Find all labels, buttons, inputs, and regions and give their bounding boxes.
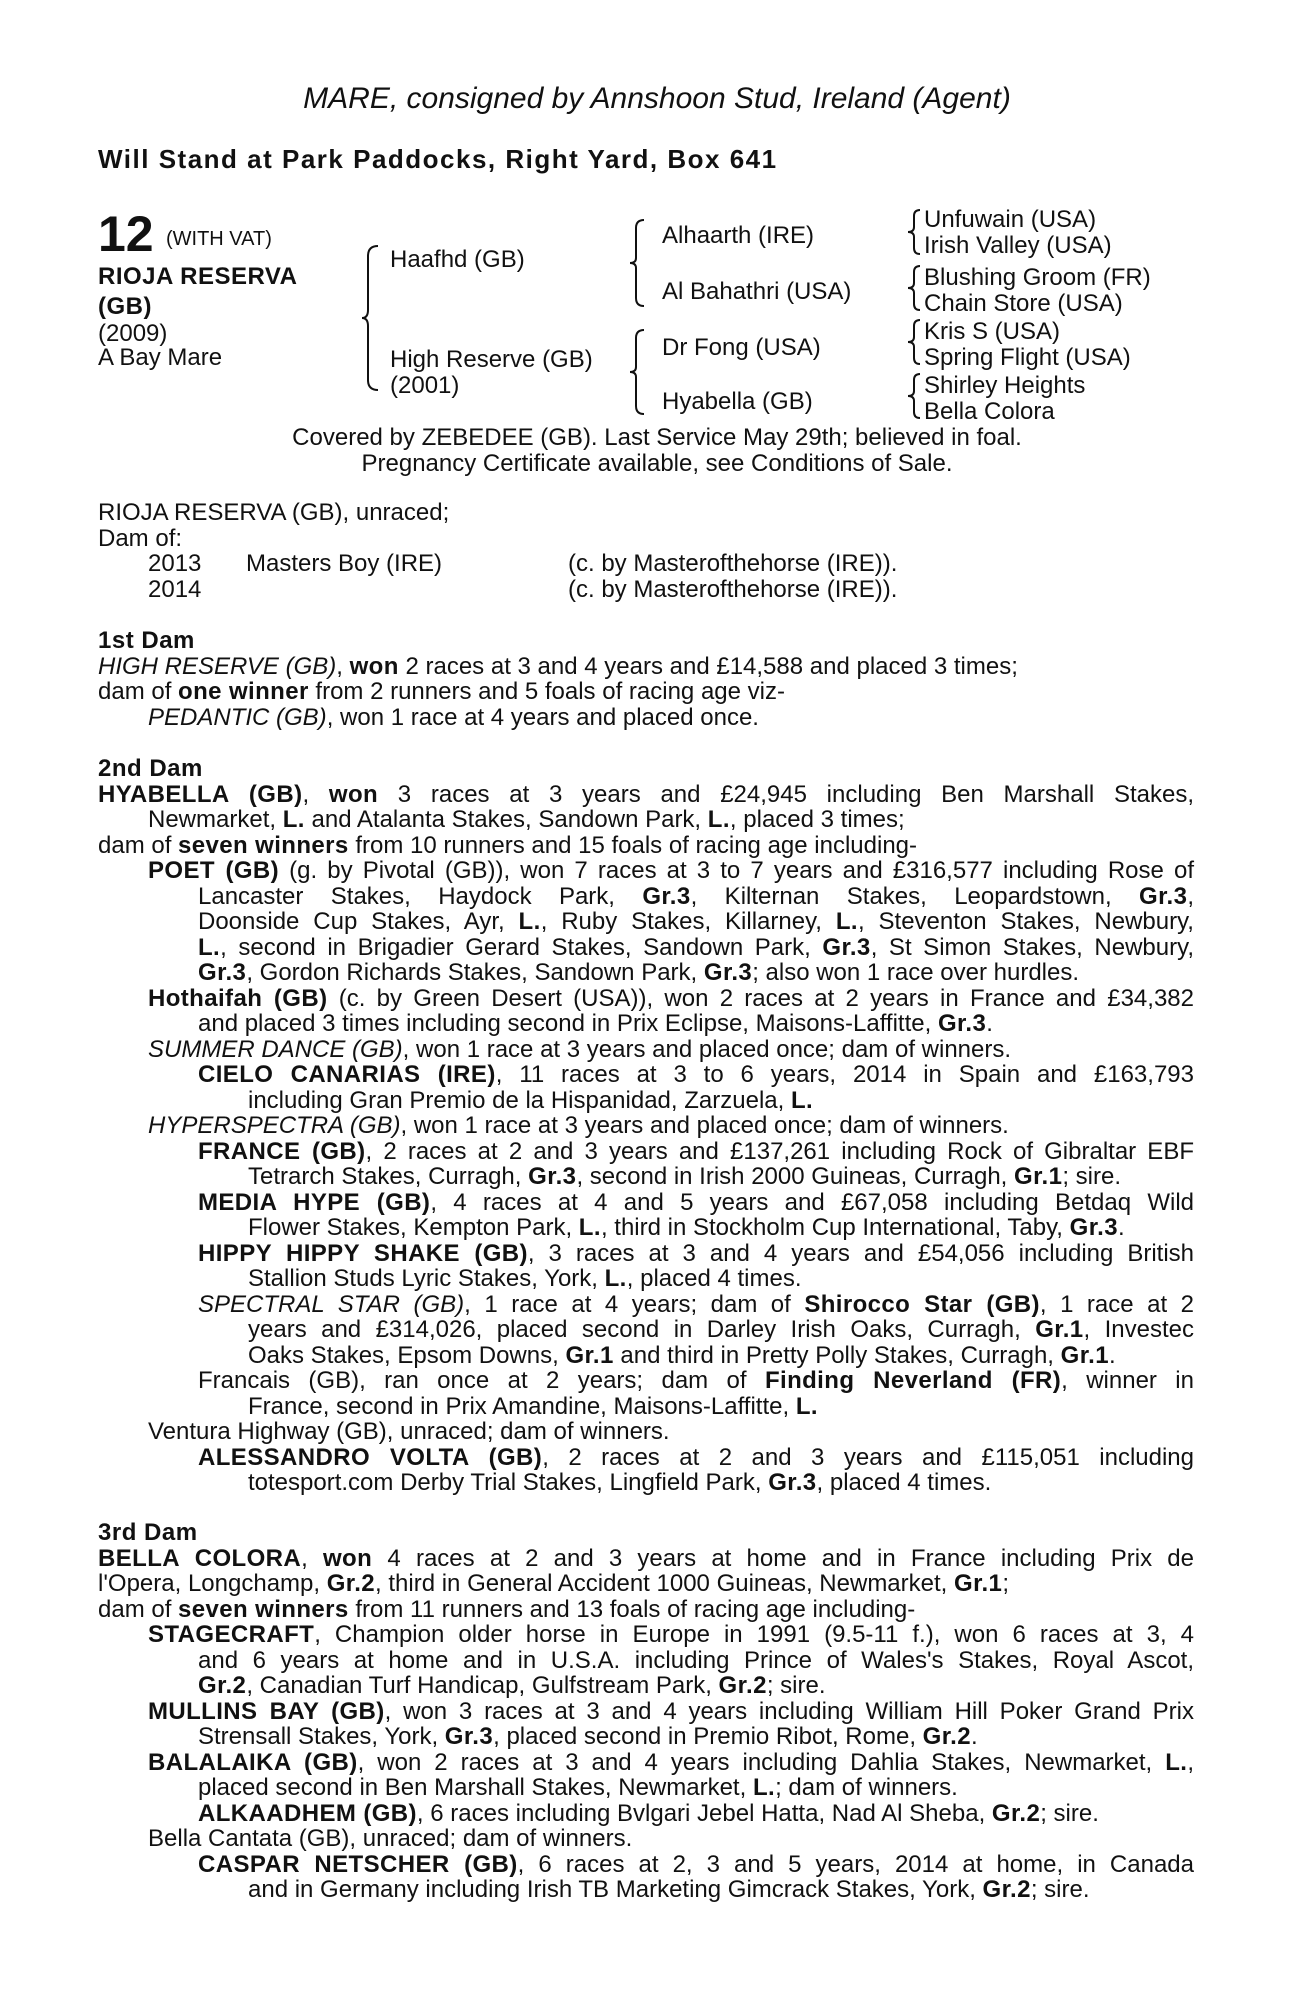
text-run: 4 races at 2 and 3 years at home and in France including Prix de [372,1544,1194,1572]
text-run: , 2 races at 2 and 3 years and £115,051 including [542,1443,1194,1471]
bold-text: Gr.1 [1035,1316,1084,1343]
text-run: , 6 races at 2, 3 and 5 years, 2014 at home, in Canada [517,1850,1194,1878]
text-run: from 11 runners and 13 foals of racing age including- [348,1595,916,1623]
text-line [98,1343,1194,1369]
text-run: , 11 races at 3 to 6 years, 2014 in Spain and £163,793 [495,1061,1194,1088]
produce-sire: (c. by Masterofthehorse (IRE)). [568,575,898,603]
second-dam-heading: 2nd Dam [98,755,203,782]
first-dam-line: PEDANTIC (GB), won 1 race at 4 years and placed once. [148,703,759,731]
text-line [98,1394,1194,1420]
text-run: years and £314,026, placed second in Darley Irish Oaks, Curragh, [248,1316,1036,1343]
text-run: ; sire. [1030,1876,1090,1903]
text-line [98,1826,1194,1852]
text-run: Tetrarch Stakes, Curragh, [248,1163,529,1190]
text-run: Doonside Cup Stakes, Ayr, [198,908,519,935]
pedigree-grandsire-2: Dr Fong (USA) [662,334,821,361]
pedigree-brace-dam [628,328,648,416]
dam-of-label: Dam of: [98,524,183,552]
text-line [98,909,1194,935]
text-run: , Ruby Stakes, Killarney, [540,908,836,935]
text-line [98,1088,1194,1114]
text-line [98,1622,1194,1648]
bold-text: HYABELLA (GB) [98,780,303,808]
bold-text: seven winners [178,831,349,859]
bold-text: Gr.1 [1014,1163,1063,1190]
bold-text: Finding Neverland (FR) [764,1367,1062,1394]
produce-intro: RIOJA RESERVA (GB), unraced; [98,499,450,526]
text-run: . [1108,1341,1116,1369]
text-run: ; [1002,1570,1009,1597]
vat-note: (WITH VAT) [166,228,272,250]
bold-text: POET (GB) [148,857,280,884]
text-run: . [986,1010,993,1037]
text-run: , [1187,1748,1194,1776]
pedigree-grandsire-1: Alhaarth (IRE) [662,222,815,249]
text-line [98,1062,1194,1088]
bold-text: CASPAR NETSCHER (GB) [198,1850,518,1878]
first-dam-line: dam of one winner from 2 runners and 5 foals of racing age viz- [98,678,785,705]
third-dam-lines [98,1546,1194,1903]
text-line [98,1801,1194,1827]
bold-text: BALALAIKA (GB) [148,1748,358,1776]
italic-text: SPECTRAL STAR (GB) [198,1290,465,1318]
text-run: ; sire. [1062,1163,1122,1190]
produce-year: 2013 [148,550,202,577]
text-run: and placed 3 times including second in Prix Eclipse, Maisons-Laffitte, [198,1010,938,1037]
first-dam-heading: 1st Dam [98,627,195,654]
text-line [98,1750,1194,1776]
horse-name [98,262,297,322]
text-run: 3 races at 3 years and £24,945 including Ben Marshall Stakes, [378,780,1194,808]
bold-text: won [328,780,379,808]
pedigree-gg-6: Spring Flight (USA) [924,344,1131,371]
bold-text: L. [790,1086,814,1114]
text-run: Stallion Studs Lyric Stakes, York, [248,1265,605,1292]
bold-text: Gr.3 [937,1010,987,1037]
text-run: , placed 3 times; [729,806,905,833]
pedigree-gg-2: Irish Valley (USA) [924,232,1112,259]
text-run: ; sire. [766,1672,826,1699]
second-dam-section [98,756,1194,1496]
text-run: Lancaster Stakes, Haydock Park, [198,882,643,910]
bold-text: BELLA COLORA [98,1544,302,1572]
text-line [98,782,1194,808]
bold-text: L. [835,908,858,935]
bold-text: L. [198,933,221,961]
text-run: Flower Stakes, Kempton Park, [248,1214,579,1241]
text-run: placed second in Ben Marshall Stakes, Newmarket, [198,1774,753,1801]
text-line [98,807,1194,833]
text-line [98,1241,1194,1267]
horse-name-line1: RIOJA RESERVA [98,263,298,290]
horse-name-line2: (GB) [98,293,152,320]
text-run: , Canadian Turf Handicap, Gulfstream Park, [246,1672,719,1699]
text-line [98,1139,1194,1165]
pedigree-gg-4: Chain Store (USA) [924,290,1123,317]
horse-description: A Bay Mare [98,344,223,371]
text-line [98,986,1194,1012]
italic-text: SUMMER DANCE (GB) [148,1035,403,1063]
bold-text: Gr.3 [198,959,247,986]
text-run: l'Opera, Longchamp, [98,1570,327,1597]
text-run: . [970,1723,978,1750]
bold-text: L. [1165,1748,1188,1776]
progeny-name: PEDANTIC (GB) [148,703,327,731]
pedigree-dam: High Reserve (GB) [390,346,593,373]
text-run: including Gran Premio de la Hispanidad, Zarzuela, [248,1086,791,1114]
text-run: , won 2 races at 3 and 4 years including Dahlia Stakes, Newmarket, [357,1748,1166,1776]
bold-text: Gr.3 [1069,1214,1118,1241]
bold-text: Gr.2 [982,1876,1031,1903]
pedigree-gg-5: Kris S (USA) [924,318,1061,345]
text-run: and third in Pretty Polly Stakes, Curragh, [613,1341,1061,1369]
bold-text: Gr.3 [703,959,753,986]
pedigree-brace-gg1 [906,208,924,256]
pedigree-brace-gg4 [906,372,924,420]
pedigree-sire: Haafhd (GB) [390,246,525,273]
text-line [98,1113,1194,1139]
bold-text: L. [578,1214,601,1241]
bold-text: Gr.3 [444,1723,494,1750]
text-run: , [302,780,329,808]
pedigree-granddam-1: Al Bahathri (USA) [662,278,852,305]
text-line [98,1317,1194,1343]
bold-text: Gr.3 [528,1163,577,1190]
first-dam-section [98,628,1194,730]
bold-text: Gr.3 [768,1469,817,1496]
bold-text: Gr.2 [198,1672,247,1699]
text-run: , [301,1544,323,1572]
text-line [98,833,1194,859]
pedigree-gg-1: Unfuwain (USA) [924,206,1097,233]
text-run: , second in Irish 2000 Guineas, Curragh, [576,1163,1015,1190]
text-run: , 1 race at 2 [1039,1290,1194,1318]
text-run: Francais (GB), ran once at 2 years; dam of [198,1367,765,1394]
text-run: , second in Brigadier Gerard Stakes, Sandown Park, [220,933,823,961]
text-run: , 2 races at 2 and 3 years and £137,261 including Rock of Gibraltar EBF [365,1137,1194,1165]
produce-sire: (c. by Masterofthehorse (IRE)). [568,550,898,577]
text-run: from 10 runners and 15 foals of racing age including- [348,831,918,859]
italic-text: HYPERSPECTRA (GB) [148,1112,401,1139]
text-run: and 6 years at home and in U.S.A. including Prince of Wales's Stakes, Royal Ascot, [198,1646,1194,1674]
bold-text: Gr.1 [954,1570,1003,1597]
bold-text: L. [707,806,730,833]
bold-text: ALKAADHEM (GB) [198,1799,417,1827]
text-line [98,858,1194,884]
bold-text: L. [752,1774,776,1801]
pedigree-gg-3: Blushing Groom (FR) [924,264,1151,291]
text-line [98,1673,1194,1699]
bold-text: MULLINS BAY (GB) [148,1697,385,1725]
text-line [98,1445,1194,1471]
text-line [98,884,1194,910]
pedigree-brace-sire [628,218,648,308]
second-dam-lines [98,782,1194,1496]
text-line [98,1419,1194,1445]
text-run: , won 1 race at 3 years and placed once; dam of winners. [402,1035,1012,1063]
text-line [98,1571,1194,1597]
text-run: , Gordon Richards Stakes, Sandown Park, [246,959,704,986]
text-run: dam of [98,1595,179,1623]
pedigree-brace-gg2 [906,264,924,312]
produce-name: Masters Boy (IRE) [246,550,443,577]
text-run: (c. by Green Desert (USA)), won 2 races at 2 years in France and £34,382 [327,984,1194,1012]
produce-row [98,577,1194,603]
text-line [98,1292,1194,1318]
text-line [98,1877,1194,1903]
bold-text: L. [518,908,541,935]
text-run: , 3 races at 3 and 4 years and £54,056 including British [527,1239,1194,1267]
text-run: , Champion older horse in Europe in 1991 (9.5-11 f.), won 6 races at 3, 4 [314,1621,1194,1648]
bold-text: Gr.2 [326,1570,376,1597]
bold-text: seven winners [178,1595,349,1623]
text-run: , won 1 race at 3 years and placed once; dam of winners. [400,1112,1009,1139]
bold-text: L. [604,1265,627,1292]
bold-text: STAGECRAFT [148,1621,315,1648]
text-run: ; also won 1 race over hurdles. [752,959,1080,986]
consignor-line: MARE, consigned by Annshoon Stud, Ireland (Agent) [303,82,1011,115]
bold-text: Gr.3 [642,882,691,910]
bold-text: Gr.2 [922,1723,971,1750]
certificate-line: Pregnancy Certificate available, see Conditions of Sale. [361,450,953,477]
text-run: , 1 race at 4 years; dam of [464,1290,805,1318]
third-dam-section [98,1520,1194,1903]
bold-text: Shirocco Star (GB) [804,1290,1040,1318]
text-line [98,1266,1194,1292]
covered-line: Covered by ZEBEDEE (GB). Last Service May 29th; believed in foal. [292,424,1022,451]
bold-text: Gr.2 [718,1672,767,1699]
text-run: dam of [98,831,179,859]
text-line [98,1190,1194,1216]
text-line [98,1648,1194,1674]
text-line [98,1724,1194,1750]
bold-text: Hothaifah (GB) [148,984,328,1012]
text-run: , placed 4 times. [816,1469,992,1496]
text-run: totesport.com Derby Trial Stakes, Lingfield Park, [248,1469,769,1496]
lot-number: 12 [98,206,154,262]
text-run: ; dam of winners. [775,1774,958,1801]
text-line [98,960,1194,986]
pedigree-brace-main [360,244,382,392]
text-run: France, second in Prix Amandine, Maisons-Laffitte, [248,1392,796,1420]
text-line [98,1368,1194,1394]
text-run: , winner in [1061,1367,1194,1394]
bold-text: Gr.1 [1060,1341,1109,1369]
produce-row [98,551,1194,577]
text-run: , 6 races including Bvlgari Jebel Hatta, Nad Al Sheba, [416,1799,992,1827]
text-run: , won 3 races at 3 and 4 years including William Hill Poker Grand Prix [384,1697,1194,1725]
text-line [98,1699,1194,1725]
text-run: Strensall Stakes, York, [198,1723,445,1750]
text-line [98,1037,1194,1063]
text-line [98,1775,1194,1801]
text-run: , 4 races at 4 and 5 years and £67,058 including Betdaq Wild [430,1188,1194,1216]
first-dam-line: HIGH RESERVE (GB), won 2 races at 3 and 4 years and £14,588 and placed 3 times; [98,652,1018,680]
text-run: , Steventon Stakes, Newbury, [857,908,1194,935]
first-dam-name: HIGH RESERVE (GB) [98,652,337,680]
text-run: and Atalanta Stakes, Sandown Park, [304,806,708,833]
text-run: , Kilternan Stakes, Leopardstown, [690,882,1140,910]
text-run: Oaks Stakes, Epsom Downs, [248,1341,566,1369]
stand-location: Will Stand at Park Paddocks, Right Yard, Box 641 [98,144,778,174]
bold-text: Gr.3 [822,933,871,961]
text-run: , St Simon Stakes, Newbury, [870,933,1194,961]
pedigree-gg-8: Bella Colora [924,398,1055,425]
text-line [98,1011,1194,1037]
pedigree-brace-gg3 [906,318,924,366]
text-run: ; sire. [1040,1799,1099,1827]
text-line [98,1164,1194,1190]
bold-text: L. [795,1392,818,1420]
bold-text: L. [282,806,305,833]
text-run: Newmarket, [148,806,283,833]
text-line [98,1597,1194,1623]
third-dam-heading: 3rd Dam [98,1519,198,1546]
bold-text: won [322,1544,373,1572]
foaling-year: (2009) [98,320,168,347]
text-line [98,1546,1194,1572]
text-run: Ventura Highway (GB), unraced; dam of winners. [148,1418,670,1445]
text-run: Bella Cantata (GB), unraced; dam of winners. [148,1825,633,1852]
pedigree-granddam-2: Hyabella (GB) [662,388,813,415]
produce-year: 2014 [148,575,202,603]
text-run: (g. by Pivotal (GB)), won 7 races at 3 to 7 years and £316,577 including Rose of [279,857,1194,884]
text-line [98,1852,1194,1878]
text-line [98,1470,1194,1496]
text-line [98,1215,1194,1241]
bold-text: Gr.3 [1139,882,1188,910]
bold-text: CIELO CANARIAS (IRE) [198,1061,496,1088]
produce-record [98,500,1194,602]
bold-text: HIPPY HIPPY SHAKE (GB) [198,1239,528,1267]
bold-text: Gr.1 [565,1341,614,1369]
bold-text: FRANCE (GB) [198,1137,366,1165]
pedigree-gg-7: Shirley Heights [924,372,1086,399]
text-run: , third in Stockholm Cup International, Taby, [600,1214,1070,1241]
text-run: , placed second in Premio Ribot, Rome, [493,1723,923,1750]
bold-text: ALESSANDRO VOLTA (GB) [198,1443,543,1471]
text-run: , placed 4 times. [626,1265,802,1292]
pedigree-dam-year: (2001) [390,372,460,399]
bold-text: MEDIA HYPE (GB) [198,1188,431,1216]
text-run: . [1117,1214,1125,1241]
text-run: , Investec [1083,1316,1194,1343]
text-run: , [1187,882,1194,910]
text-line [98,935,1194,961]
text-run: and in Germany including Irish TB Marketing Gimcrack Stakes, York, [248,1876,983,1903]
text-run: , third in General Accident 1000 Guineas, Newmarket, [375,1570,954,1597]
bold-text: Gr.2 [991,1799,1041,1827]
